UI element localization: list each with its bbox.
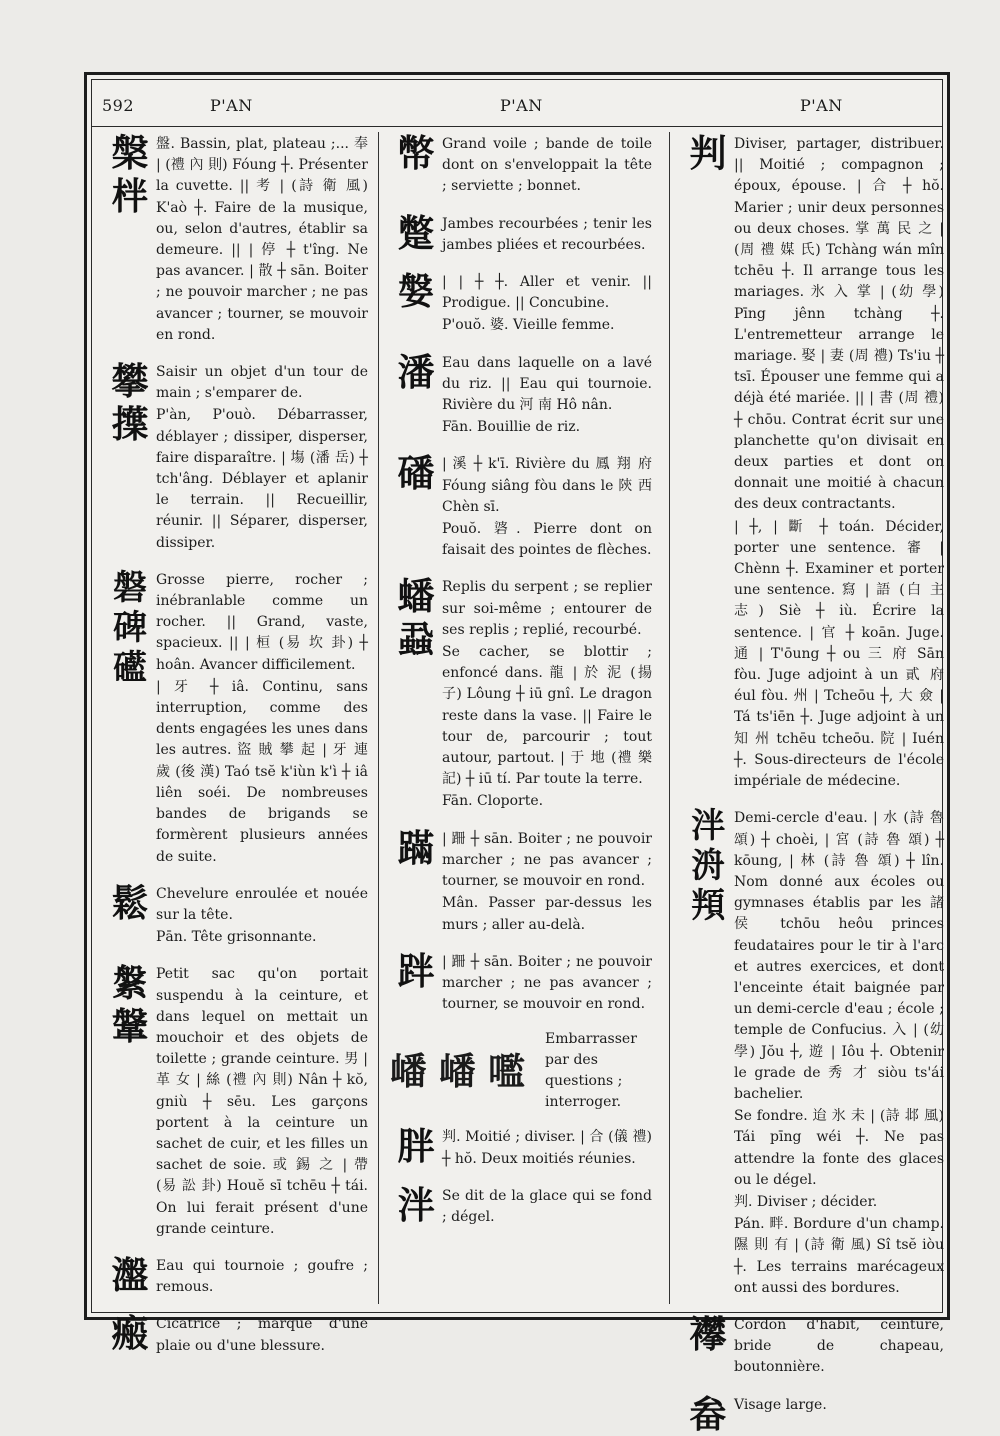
headword-character: 判 (689, 131, 727, 175)
definition-paragraph: Se cacher, se blottir ; enfoncé dans. 龍 | 於 泥 (揚 子) Lôung ┼ iū gnî. Le dragon reste dans la vase. || Faire le tour de, parcourir ; tout autour, partout. | 于 地 (禮 樂 記) ┼ iū tí. Par toute la terre. (442, 644, 652, 788)
definition-paragraph: Cordon d'habit, ceinture, bride de chapeau, boutonnière. (734, 1316, 944, 1376)
headword-character: 胖 (397, 1124, 435, 1169)
headword-character: 潘 (397, 349, 435, 394)
definition-paragraph: P'ouŏ. 婆. Vieille femme. (442, 317, 615, 334)
headword-character: 頖 (691, 886, 725, 927)
header-left-keyword: P'AN (210, 96, 253, 115)
headword-character: 鬆 (111, 880, 149, 925)
column-1 (104, 131, 368, 1356)
page-number: 592 (102, 96, 135, 115)
dictionary-entry (104, 132, 368, 346)
dictionary-entry (682, 806, 944, 1299)
dictionary-entry (104, 360, 368, 554)
entry-definition (156, 962, 368, 1240)
headword-character: 蹣 (397, 825, 435, 870)
definition-paragraph: | 溪 ┼ k'ī. Rivière du 鳳 翔 府 Fóung siâng fòu dans le 陝 西 Chèn sī. (442, 456, 652, 515)
entry-definition (442, 212, 652, 256)
headword-character: 攀 (111, 359, 149, 404)
entry-headwords (390, 827, 442, 936)
headword-character: 鞶 (111, 1004, 149, 1049)
entry-headwords (390, 950, 442, 1016)
dictionary-entry (390, 950, 652, 1016)
headword-character: 擛 (111, 402, 149, 447)
entry-headwords (390, 452, 442, 561)
dictionary-entry (104, 1312, 368, 1356)
entry-definition (442, 1125, 652, 1169)
definition-paragraph: Grosse pierre, rocher ; inébranlable comme un rocher. || Grand, vaste, spacieux. || | 桓 (易 坎 卦) ┼ hoân. Avancer difficilement. (156, 571, 368, 673)
definition-paragraph: Eau dans laquelle on a lavé du riz. || Eau qui tournoie. Rivière du 河 南 Hô nân. (442, 354, 652, 414)
entry-headwords (104, 568, 156, 868)
headword-character: 媻 (397, 269, 435, 314)
entry-definition (156, 360, 368, 554)
dictionary-entry (104, 1254, 368, 1298)
definition-paragraph: | 跚 ┼ sān. Boiter ; ne pouvoir marcher ; ne pas avancer ; tourner, se mouvoir en rond. (442, 830, 652, 890)
definition-paragraph: Se fondre. 迨 氷 未 | (詩 邶 風) Tái pīng wéi ┼. Ne pas attendre la fonte des glaces ou le dégel. (734, 1108, 944, 1188)
definition-paragraph: Fān. Cloporte. (442, 793, 544, 810)
definition-paragraph: 盤. Bassin, plat, plateau ;... 奉 | (禮 內 則) Fóung ┼. Présenter la cuvette. || 考 | (詩 衛 風) K'aò ┼. Faire de la musique, ou, selon d'autres, établir sa demeure. || | 停 ┼ t'îng. Ne pas avancer. | 散 ┼ sān. Boiter ; ne pouvoir marcher ; ne pas avancer ; tourner, se mouvoir en rond. (156, 136, 368, 343)
entry-definition (156, 882, 368, 949)
entry-definition (442, 351, 652, 439)
headword-character: 磐 (113, 567, 147, 608)
definition-paragraph: Pouŏ. 碆. Pierre dont on faisait des pointes de flèches. (442, 521, 652, 559)
dictionary-entry (390, 212, 652, 256)
dictionary-entry (390, 827, 652, 936)
dictionary-entry (390, 1125, 652, 1169)
dictionary-entry (104, 568, 368, 868)
headword-character: 碑 (113, 607, 147, 648)
headword-character: 嶓 (390, 1048, 427, 1093)
definition-paragraph: 判. Diviser ; décider. (734, 1193, 878, 1210)
entry-headwords (682, 1313, 734, 1379)
entry-headwords (682, 132, 734, 792)
entry-headwords (390, 132, 442, 198)
entry-definition (442, 1184, 652, 1228)
dictionary-page (84, 72, 950, 1436)
page-frame (91, 79, 944, 1436)
entry-definition (442, 452, 652, 561)
headword-character: 嶓 (439, 1048, 476, 1093)
entry-headwords (390, 1048, 537, 1093)
entry-definition (442, 950, 652, 1016)
entry-headwords (390, 1184, 442, 1228)
entry-definition (156, 132, 368, 346)
entry-definition (442, 132, 652, 198)
definition-paragraph: Replis du serpent ; se replier sur soi-même ; entourer de ses replis ; replié, recourbé. (442, 579, 652, 638)
entry-headwords (390, 575, 442, 812)
entry-headwords (390, 351, 442, 439)
entry-definition (734, 1313, 944, 1379)
definition-paragraph: P'àn, P'ouò. Débarrasser, déblayer ; dissiper, disperser, faire disparaître. | 塲 (潘 岳) ┼ tch'âng. Déblayer et aplanir le terrain. || Recueillir, réunir. || Séparer, disperser, dissiper. (156, 407, 368, 551)
definition-paragraph: Petit sac qu'on portait suspendu à la ceinture, et dans lequel on mettait un mouchoir et des objets de toilette ; grande ceinture. 男 | 革 女 | 絲 (禮 內 則) Nân ┼ kŏ, gniù ┼ sēu. Les garçons portent à la ceinture un sachet de cuir, et les filles un sachet de soie. 或 錫 之 | 帶 (易 訟 卦) Houĕ sī tchēu ┼ tái. On lui ferait présent d'une grande ceinture. (156, 966, 368, 1237)
definition-paragraph: Se dit de la glace qui se fond ; dégel. (442, 1187, 652, 1225)
entry-definition (442, 827, 652, 936)
running-header (92, 80, 942, 127)
definition-paragraph: Saisir un objet d'un tour de main ; s'emparer de. (156, 364, 368, 402)
headword-character: 蹩 (397, 210, 435, 255)
dictionary-entry (390, 351, 652, 439)
dictionary-entry (390, 270, 652, 337)
entry-headwords (104, 1312, 156, 1356)
column-3 (682, 131, 944, 1436)
dictionary-entry (104, 962, 368, 1240)
definition-paragraph: Mân. Passer par-dessus les murs ; aller au-delà. (442, 895, 652, 933)
dictionary-entry (390, 452, 652, 561)
headword-character: 洀 (691, 846, 725, 887)
column-divider-2 (669, 132, 670, 1304)
entry-definition (442, 575, 652, 812)
entry-definition (734, 806, 944, 1299)
definition-paragraph: | ┼, | 斷 ┼ toán. Décider, porter une sentence. 審 | Chènn ┼. Examiner et porter une sentence. 寫 | 語 (白 主 志) Siè ┼ iù. Écrire la sentence. | 官 ┼ koān. Juge. 通 | T'ōung ┼ ou 三 府 Sān fòu. Juge adjoint à un 貳 府 éul fòu. 州 | Tcheōu ┼, 大 僉 | Tá ts'iēn ┼. Juge adjoint à un 知 州 tchēu tcheōu. 院 | Iuén ┼. Sous-directeurs de l'école impériale de médecine. (734, 518, 944, 790)
entry-headwords (104, 1254, 156, 1298)
dictionary-entry (682, 1393, 944, 1436)
dictionary-entry (682, 1313, 944, 1379)
headword-character: 磻 (397, 451, 435, 496)
dictionary-entry (390, 132, 652, 198)
entry-definition (734, 1393, 944, 1436)
entry-definition (734, 132, 944, 792)
headword-character: 泮 (691, 806, 725, 847)
dictionary-entry (682, 132, 944, 792)
definition-paragraph: Jambes recourbées ; tenir les jambes pliées et recourbées. (442, 215, 652, 253)
dictionary-entry (390, 1184, 652, 1228)
header-center-keyword: P'AN (500, 96, 543, 115)
header-right-keyword: P'AN (800, 96, 843, 115)
entry-headwords (390, 1125, 442, 1169)
headword-character: 蝨 (397, 617, 435, 662)
definition-paragraph: Chevelure enroulée et nouée sur la tête. (156, 885, 368, 923)
headword-character: 蟠 (397, 574, 435, 619)
entry-headwords (104, 132, 156, 346)
definition-paragraph: Diviser, partager, distribuer. || Moitié ; compagnon ; époux, épouse. | 合 ┼ hŏ. Marier ; unir deux personnes ou deux choses. 掌 萬 民 之 | (周 禮 媒 氏) Tchàng wán mîn tchēu ┼. Il arrange tous les mariages. 氷 入 掌 | (幼 學) Pīng jênn tchàng ┼. L'entremetteur arrange le mariage. 娶 | 妻 (周 禮) Ts'iu ┼ tsī. Épouser une femme qui a déjà été mariée. || | 書 (周 禮) ┼ chōu. Contrat écrit sur une planchette qu'on divisait en deux parties et dont on donnait une moitié à chacun des deux contractants. (734, 136, 944, 513)
dictionary-entry (104, 882, 368, 949)
definition-paragraph: 判. Moitié ; diviser. | 合 (儀 禮) ┼ hŏ. Deux moitiés réunies. (442, 1129, 652, 1167)
headword-character: 柈 (111, 174, 149, 218)
headword-character: 瘢 (111, 1311, 149, 1356)
headword-character: 泮 (397, 1182, 435, 1227)
headword-character: 幣 (397, 131, 435, 175)
headword-character: 瀊 (111, 1252, 149, 1297)
entry-definition (156, 568, 368, 868)
headword-character: 畚 (689, 1391, 727, 1436)
definition-paragraph: Visage large. (734, 1396, 827, 1413)
entry-definition (156, 1254, 368, 1298)
definition-paragraph: | 跚 ┼ sān. Boiter ; ne pouvoir marcher ; ne pas avancer ; tourner, se mouvoir en rond. (442, 953, 652, 1013)
entry-definition (442, 270, 652, 337)
headword-character: 嚂 (488, 1048, 525, 1093)
entry-headwords (104, 962, 156, 1240)
definition-paragraph: Grand voile ; bande de toile dont on s'enveloppait la tête ; serviette ; bonnet. (442, 136, 652, 195)
column-divider-1 (378, 132, 379, 1304)
headword-character: 跘 (397, 948, 435, 993)
entry-definition: Embarrasser par des questions ; interroger. (545, 1031, 637, 1111)
headword-character: 礷 (113, 647, 147, 688)
dictionary-entry-compound (390, 1029, 652, 1113)
entry-headwords (682, 806, 734, 1299)
entry-headwords (682, 1393, 734, 1436)
dictionary-entry (390, 575, 652, 812)
definition-paragraph: | | ┼ ┼. Aller et venir. || Prodigue. || Concubine. (442, 274, 652, 312)
headword-character: 縏 (111, 961, 149, 1006)
definition-paragraph: Demi-cercle d'eau. | 水 (詩 魯 頌) ┼ choèi, | 宮 (詩 魯 頌) ┼ kōung, | 林 (詩 魯 頌) ┼ lîn. Nom donné aux écoles ou gymnases établis par les 諸 侯 tchōu heôu princes feudataires pour le tir à l'arc et autres exercices, et dont l'enceinte était baignée par un demi-cercle d'eau ; école ; temple de Confucius. 入 | (幼 學) Jŏu ┼, 遊 | Iôu ┼. Obtenir le grade de 秀 才 siòu ts'ái bachelier. (734, 810, 944, 1102)
definition-paragraph: Fān. Bouillie de riz. (442, 419, 581, 436)
entry-definition (156, 1312, 368, 1356)
headword-character: 襻 (689, 1311, 727, 1356)
column-2 (390, 132, 652, 1304)
headword-character: 槃 (111, 131, 149, 175)
entry-headwords (390, 270, 442, 337)
definition-paragraph: Cicatrice ; marque d'une plaie ou d'une blessure. (156, 1316, 368, 1354)
definition-paragraph: | 牙 ┼ iâ. Continu, sans interruption, comme des dents engagées les unes dans les autres. 盜 賊 攀 起 | 牙 連 歲 (後 漢) Taó tsĕ k'iùn k'ì ┼ iâ liên soéi. De nombreuses bandes de brigands se formèrent plusieurs années de suite. (156, 678, 368, 865)
definition-paragraph: Eau qui tournoie ; goufre ; remous. (156, 1257, 368, 1296)
definition-paragraph: Pán. 畔. Bordure d'un champ. 隰 則 有 | (詩 衛 風) Sî tsĕ iòu ┼. Les terrains marécageux ont aussi des bordures. (734, 1216, 944, 1296)
entry-headwords (104, 882, 156, 949)
definition-paragraph: Pān. Tête grisonnante. (156, 929, 317, 946)
entry-headwords (104, 360, 156, 554)
entry-headwords (390, 212, 442, 256)
